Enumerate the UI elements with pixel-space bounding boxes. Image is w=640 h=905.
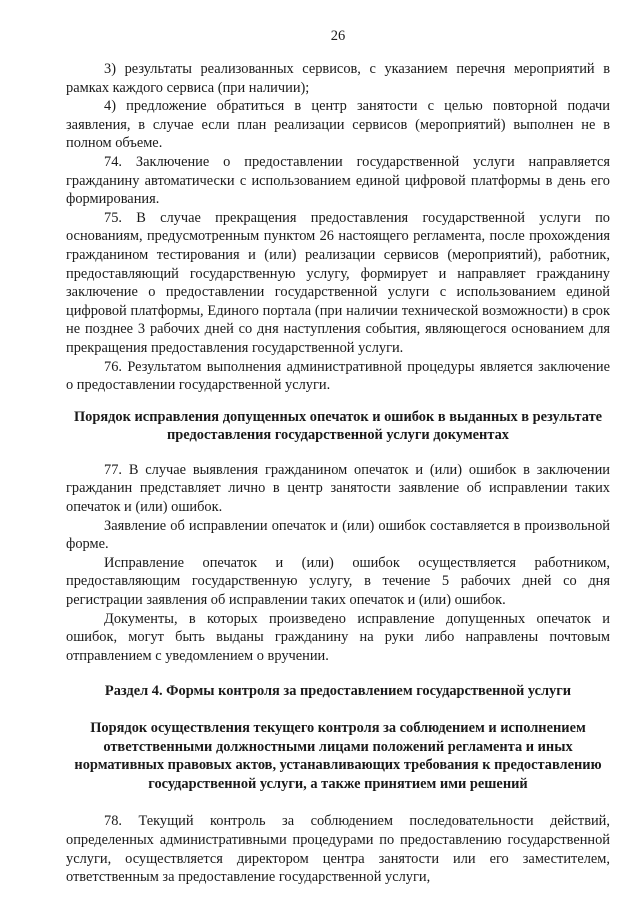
paragraph-application-form: Заявление об исправлении опечаток и (или) ошибок составляется в произвольной форме.: [66, 517, 610, 553]
paragraphs-top: [66, 60, 610, 395]
paragraph-item-4: 4) предложение обратиться в центр занятости с целью повторной подачи заявления, в случае если план реализации сервисов (мероприятий) выполнен не в полном объеме.: [66, 98, 610, 152]
heading-corrections: Порядок исправления допущенных опечаток и ошибок в выданных в результате предоставления государственной услуги документах: [73, 408, 603, 444]
paragraph-76: 76. Результатом выполнения административной процедуры является заключение о предоставлении государственной услуги.: [66, 358, 610, 394]
page-number: 26: [330, 28, 346, 44]
heading-section-4: Раздел 4. Формы контроля за предоставлением государственной услуги: [104, 683, 572, 700]
paragraph-78: 78. Текущий контроль за соблюдением последовательности действий, определенных административными процедурами по предоставлению государственной услуги, осуществляется директором центра занятости или его заместителем, ответственным за предоставление государственной услуги,: [66, 813, 610, 886]
paragraphs-bottom: [66, 812, 610, 886]
paragraph-correction-term: Исправление опечаток и (или) ошибок осуществляется работником, предоставляющим государственную услугу, в течение 5 рабочих дней со дня регистрации заявления об исправлении таких опечаток и (или) ошибок.: [66, 554, 610, 609]
paragraph-item-3: 3) результаты реализованных сервисов, с указанием перечня мероприятий в рамках каждого сервиса (при наличии);: [66, 61, 610, 96]
paragraph-74: 74. Заключение о предоставлении государственной услуги направляется гражданину автоматически с использованием единой цифровой платформы в день его формирования.: [66, 153, 610, 208]
paragraph-77: 77. В случае выявления гражданином опечаток и (или) ошибок в заключении гражданин представляет лично в центр занятости заявление об исправлении таких опечаток и (или) ошибок.: [66, 461, 610, 516]
paragraphs-middle: [66, 461, 610, 666]
heading-current-control: Порядок осуществления текущего контроля за соблюдением и исполнением ответственными должностными лицами положений регламента и иных нормативных правовых актов, устанавливающих требования к предоставлению государственной услуги, а также принятием ими решений: [74, 720, 602, 792]
paragraph-75: 75. В случае прекращения предоставления государственной услуги по основаниям, предусмотренным пунктом 26 настоящего регламента, после прохождения гражданином тестирования и (или) реализации сервисов (мероприятий), работник, предоставляющий государственную услугу, формирует и направляет гражданину заключение о предоставлении государственной услуги с использованием единой цифровой платформы, Единого портала (при наличии технической возможности) в срок не позднее 3 рабочих дней со дня наступления события, являющегося основанием для прекращения предоставления государственной услуги.: [66, 209, 610, 356]
paragraph-documents-delivery: Документы, в которых произведено исправление допущенных опечаток и ошибок, могут быть выданы гражданину на руки либо направлены почтовым отправлением с уведомлением о вручении.: [66, 610, 610, 664]
